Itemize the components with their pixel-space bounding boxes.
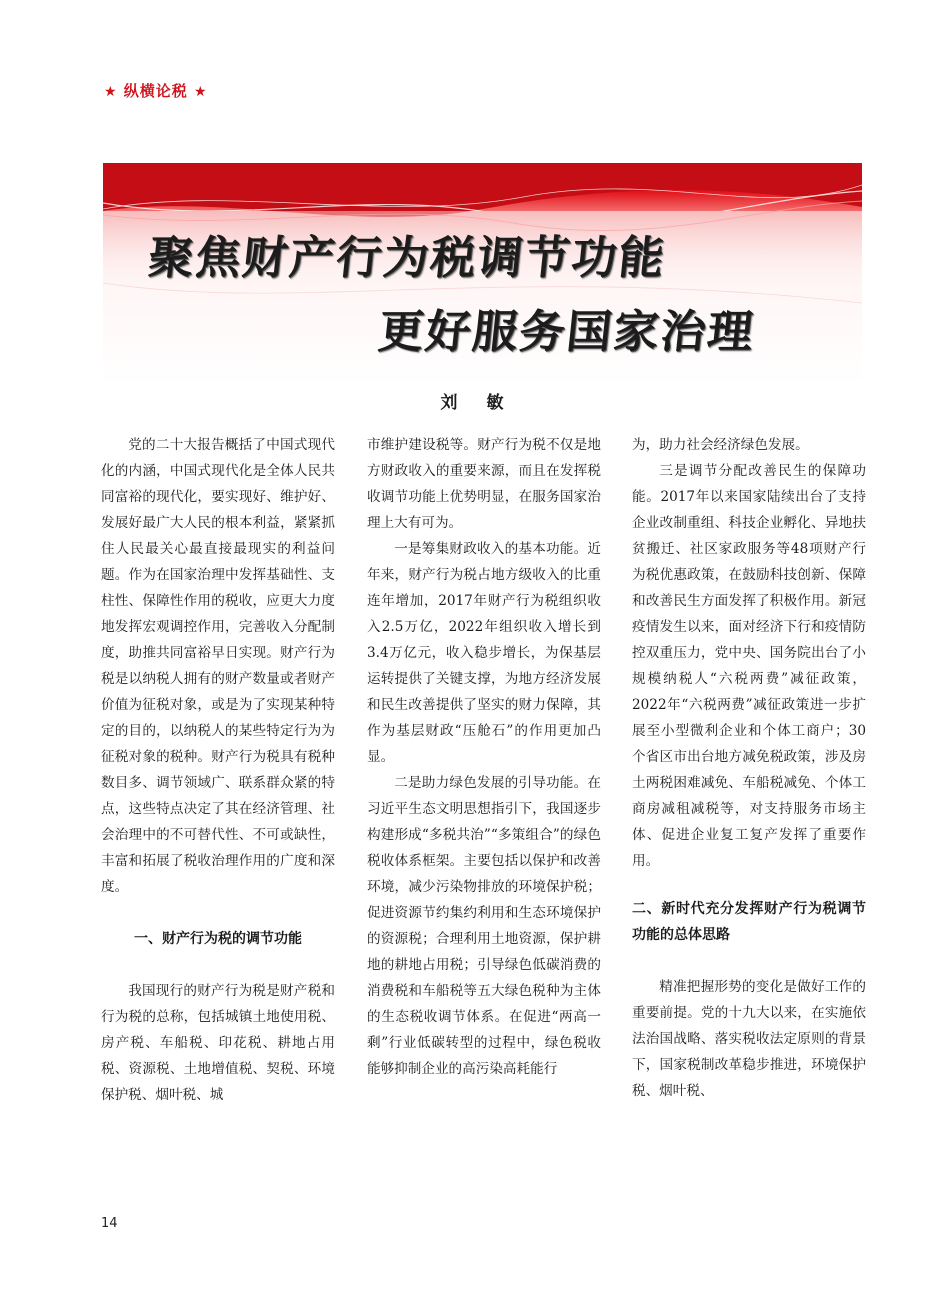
paragraph: 党的二十大报告概括了中国式现代化的内涵，中国式现代化是全体人民共同富裕的现代化，要实现好、维护好、发展好最广大人民的根本利益，紧紧抓住人民最关心最直接最现实的利益问题。作为在国家治理中发挥基础性、支柱性、保障性作用的税收，应更大力度地发挥宏观调控作用，完善收入分配制度，助推共同富裕早日实现。财产行为税是以纳税人拥有的财产数量或者财产价值为征税对象，或是为了实现某种特定的目的，以纳税人的某些特定行为为征税对象的税种。财产行为税具有税种数目多、调节领域广、联系群众紧的特点，这些特点决定了其在经济管理、社会治理中的不可替代性、不可或缺性，丰富和拓展了税收治理作用的广度和深度。 bbox=[101, 437, 335, 895]
section-tag-label: 纵横论税 bbox=[123, 82, 188, 100]
section-heading-2: 二、新时代充分发挥财产行为税调节功能的总体思路 bbox=[632, 901, 866, 943]
article-title-line-2: 更好服务国家治理 bbox=[375, 305, 758, 358]
paragraph: 精准把握形势的变化是做好工作的重要前提。党的十九大以来，在实施依法治国战略、落实税收法定原则的背景下，国家税制改革稳步推进，环境保护税、烟叶税、 bbox=[632, 979, 866, 1099]
paragraph: 一是筹集财政收入的基本功能。近年来，财产行为税占地方级收入的比重连年增加，2017年财产行为税组织收入2.5万亿，2022年组织收入增长到3.4万亿元，收入稳步增长，为保基层运转提供了关键支撑，为地方经济发展和民生改善提供了坚实的财力保障，其作为基层财政“压舱石”的作用更加凸显。 bbox=[367, 541, 601, 765]
text-column-2 bbox=[367, 432, 601, 1082]
page-number: 14 bbox=[101, 1216, 118, 1231]
paragraph: 为，助力社会经济绿色发展。 bbox=[632, 437, 809, 453]
section-heading-1: 一、财产行为税的调节功能 bbox=[134, 931, 302, 947]
paragraph: 二是助力绿色发展的引导功能。在习近平生态文明思想指引下，我国逐步构建形成“多税共治”“多策组合”的绿色税收体系框架。主要包括以保护和改善环境，减少污染物排放的环境保护税；促进资源节约集约利用和生态环境保护的资源税；合理利用土地资源，保护耕地的耕地占用税；引导绿色低碳消费的消费税和车船税等五大绿色税种为主体的生态税收调节体系。在促进“两高一剩”行业低碳转型的过程中，绿色税收能够抑制企业的高污染高耗能行 bbox=[367, 775, 601, 1077]
text-column-3 bbox=[632, 432, 866, 1104]
article-title-line-1: 聚焦财产行为税调节功能 bbox=[145, 231, 669, 284]
star-icon: ★ bbox=[104, 84, 118, 100]
article-author: 刘 敏 bbox=[440, 393, 510, 413]
paragraph: 市维护建设税等。财产行为税不仅是地方财政收入的重要来源，而且在发挥税收调节功能上优势明显，在服务国家治理上大有可为。 bbox=[367, 437, 601, 531]
section-tag bbox=[104, 80, 208, 101]
text-column-1 bbox=[101, 432, 335, 1108]
title-banner bbox=[103, 163, 862, 385]
paragraph: 我国现行的财产行为税是财产税和行为税的总称，包括城镇土地使用税、房产税、车船税、印花税、耕地占用税、资源税、土地增值税、契税、环境保护税、烟叶税、城 bbox=[101, 983, 335, 1103]
star-icon: ★ bbox=[194, 84, 208, 100]
paragraph: 三是调节分配改善民生的保障功能。2017年以来国家陆续出台了支持企业改制重组、科技企业孵化、异地扶贫搬迁、社区家政服务等48项财产行为税优惠政策，在鼓励科技创新、保障和改善民生方面发挥了积极作用。新冠疫情发生以来，面对经济下行和疫情防控双重压力，党中央、国务院出台了小规模纳税人“六税两费”减征政策，2022年“六税两费”减征政策进一步扩展至小型微利企业和个体工商户；30个省区市出台地方减免税政策，涉及房土两税困难减免、车船税减免、个体工商房减租减税等，对支持服务市场主体、促进企业复工复产发挥了重要作用。 bbox=[632, 463, 866, 869]
